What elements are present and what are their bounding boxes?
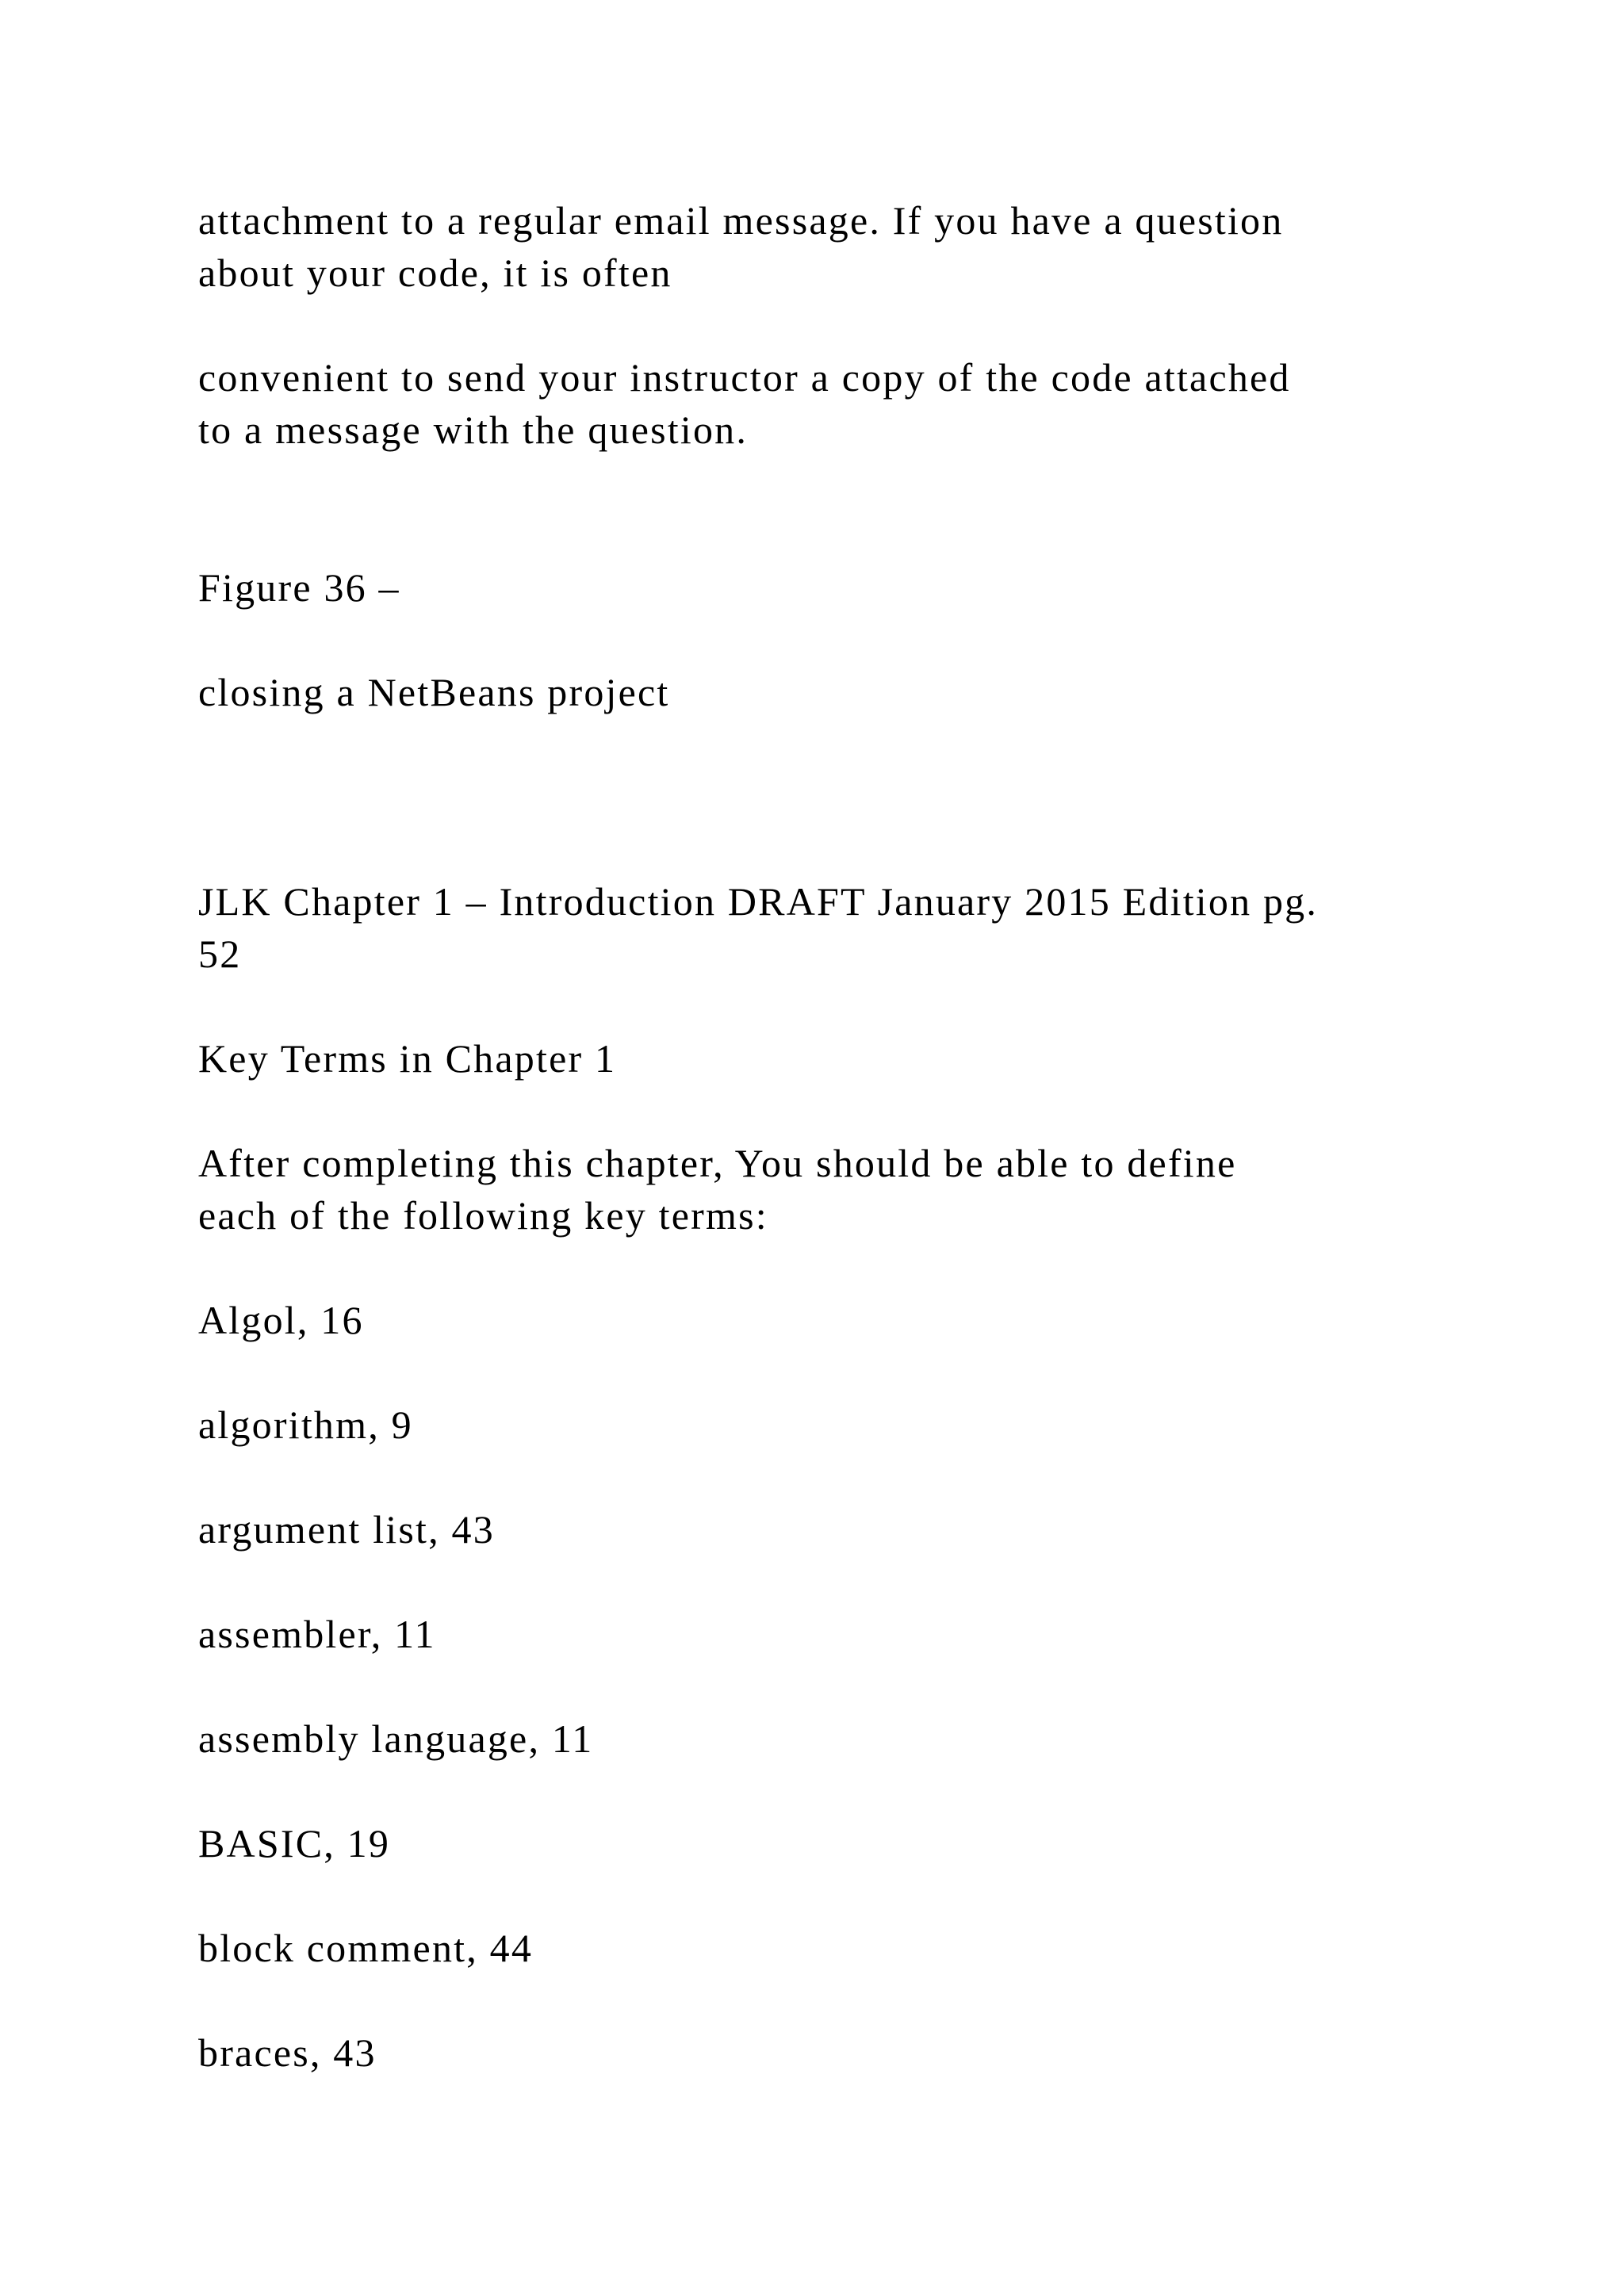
key-term-item: assembler, 11: [198, 1612, 436, 1656]
key-term-item: algorithm, 9: [198, 1402, 413, 1447]
body-text-line: attachment to a regular email message. If you have a question: [198, 198, 1284, 243]
running-header: JLK Chapter 1 – Introduction DRAFT January 2015 Edition pg.: [198, 879, 1319, 924]
body-text-line: convenient to send your instructor a copy of the code attached: [198, 355, 1291, 400]
key-term-item: braces, 43: [198, 2030, 377, 2075]
key-term-item: assembly language, 11: [198, 1716, 594, 1761]
figure-caption-text: closing a NetBeans project: [198, 670, 670, 714]
body-text-line: about your code, it is often: [198, 251, 672, 295]
intro-text-line: each of the following key terms:: [198, 1193, 768, 1238]
intro-text-line: After completing this chapter, You should be able to define: [198, 1141, 1237, 1185]
page-number: 52: [198, 932, 242, 976]
key-term-item: argument list, 43: [198, 1507, 495, 1552]
figure-caption-label: Figure 36 –: [198, 565, 400, 610]
body-text-line: to a message with the question.: [198, 408, 749, 452]
section-title: Key Terms in Chapter 1: [198, 1036, 617, 1081]
key-term-item: Algol, 16: [198, 1298, 364, 1342]
key-term-item: block comment, 44: [198, 1926, 534, 1970]
key-term-item: BASIC, 19: [198, 1821, 391, 1866]
